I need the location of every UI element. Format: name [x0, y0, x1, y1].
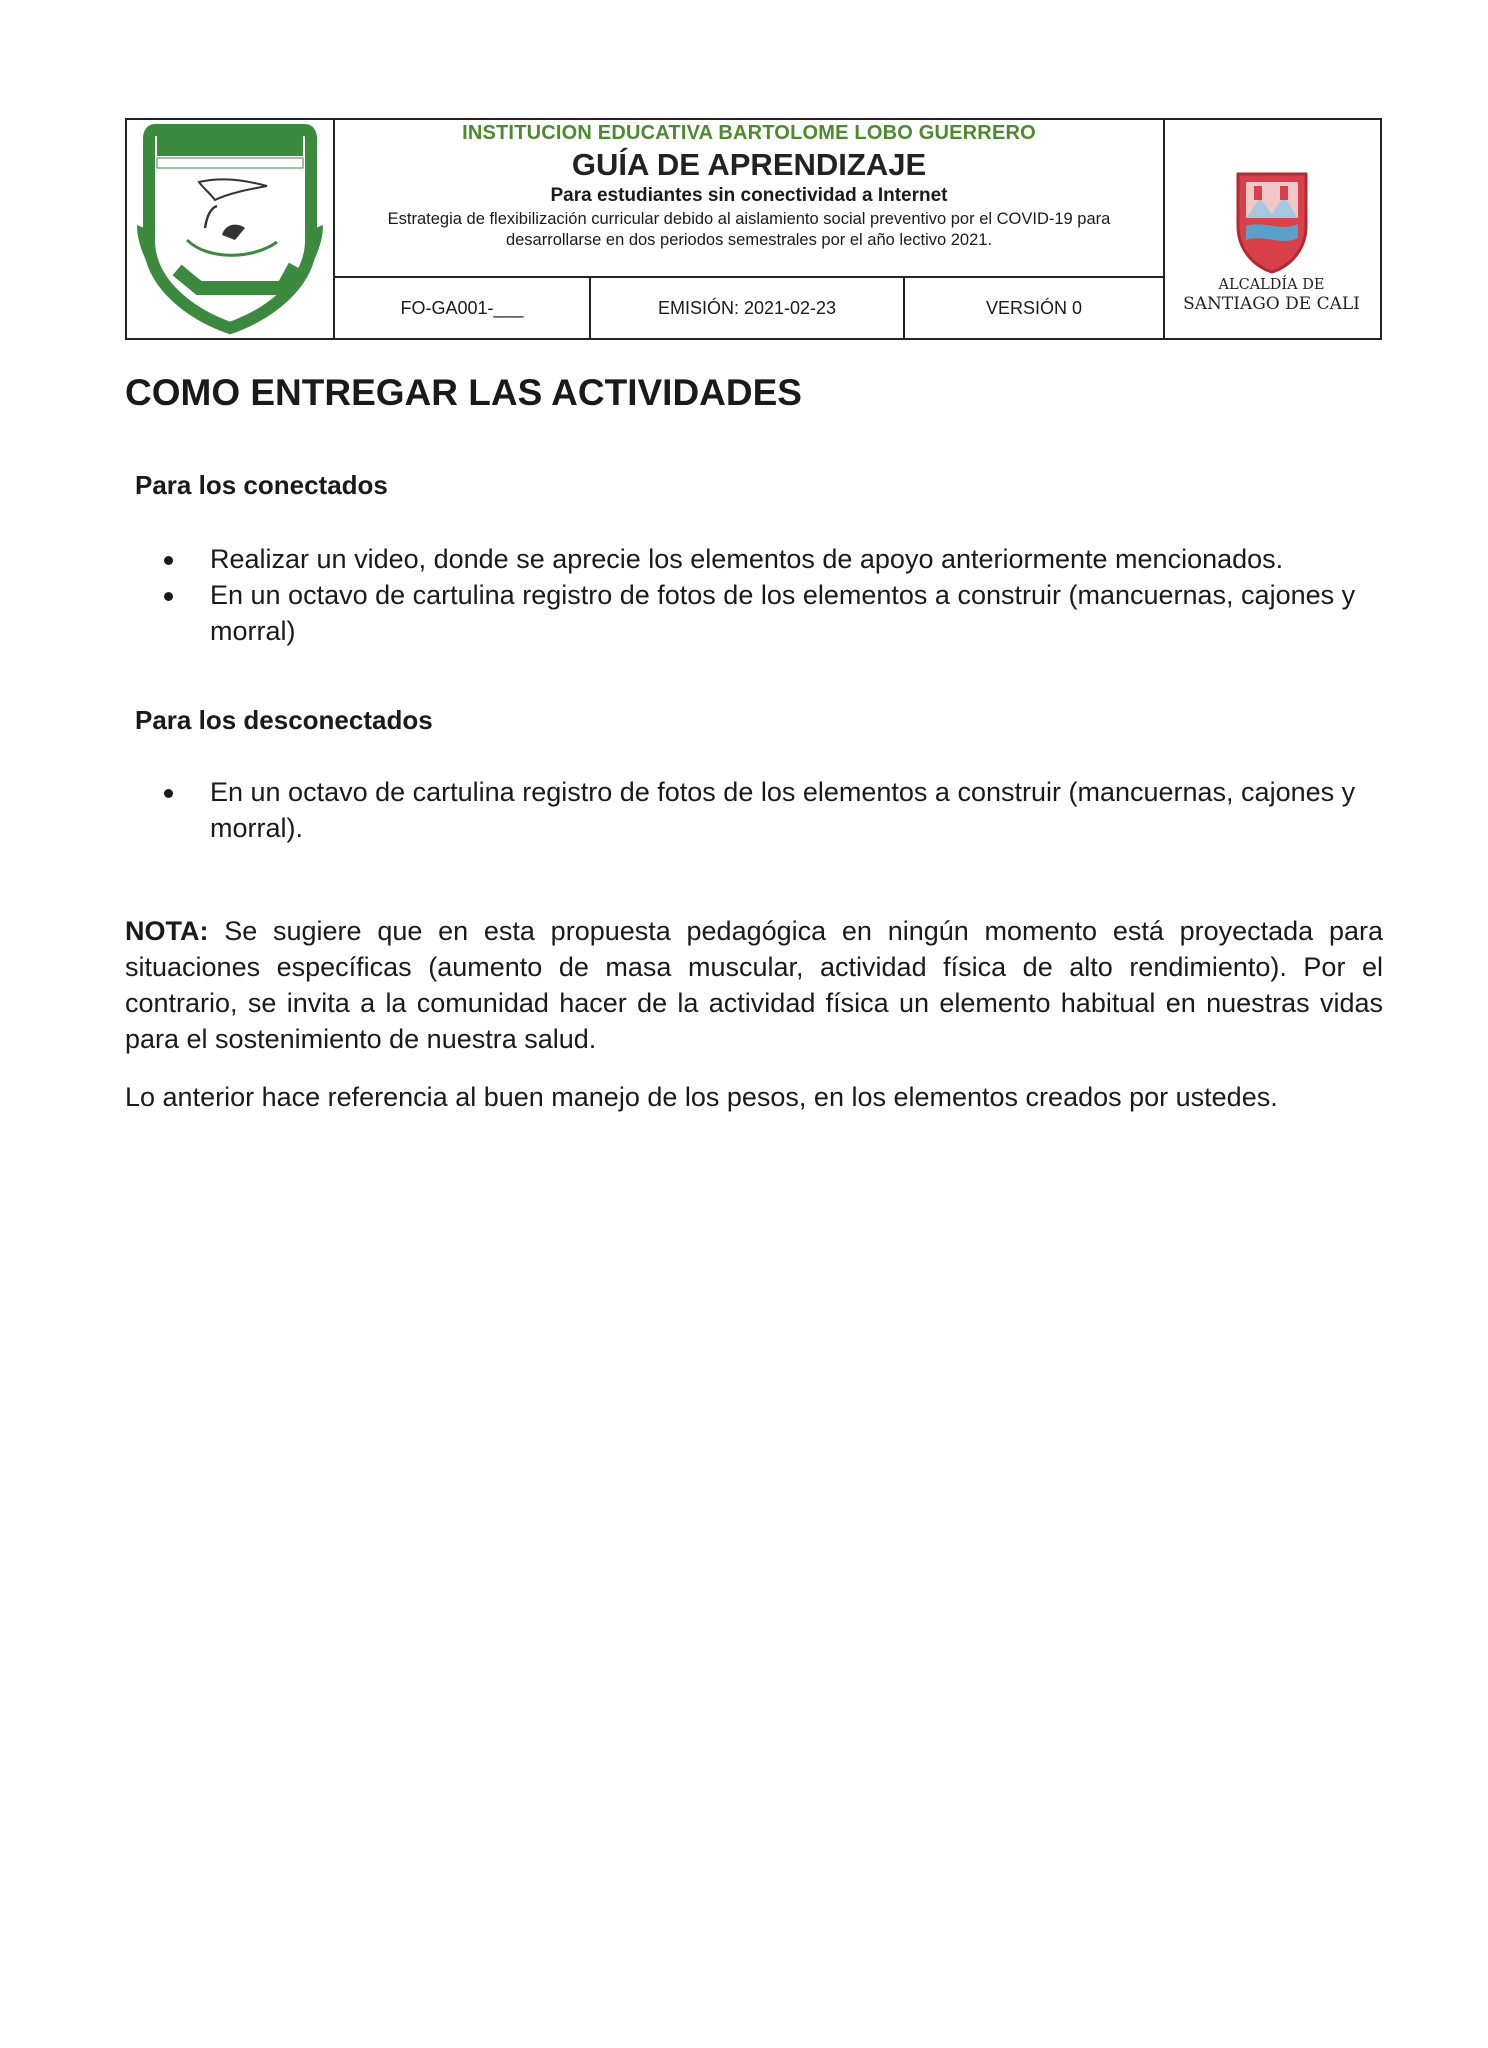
guide-title: GUÍA DE APRENDIZAJE — [571, 147, 927, 182]
disconnected-heading: Para los desconectados — [135, 705, 433, 735]
alcaldia-cell — [1163, 120, 1380, 338]
alcaldia-line1: ALCALDÍA DE — [1218, 277, 1325, 293]
bullet-icon — [164, 592, 173, 601]
alcaldia-line2: SANTIAGO DE CALI — [1183, 294, 1360, 314]
header-center — [335, 120, 1163, 338]
cali-coat-of-arms-icon — [1232, 168, 1312, 278]
section-title: COMO ENTREGAR LAS ACTIVIDADES — [125, 372, 802, 413]
note-paragraph — [125, 913, 1383, 1057]
alcaldia-label — [1165, 276, 1378, 314]
list-item-text: En un octavo de cartulina registro de fotos de los elementos a construir (mancuernas, cajones y morral) — [210, 580, 1356, 646]
document-codes — [335, 278, 1163, 338]
logo-cell — [127, 120, 335, 338]
bullet-icon — [164, 789, 173, 798]
guide-subtitle: Para estudiantes sin conectividad a Internet — [550, 185, 948, 206]
bullet-icon — [164, 556, 173, 565]
note-text: Se sugiere que en esta propuesta pedagógica en ningún momento está proyectada para situaciones específicas (aumento de masa muscular, actividad física de alto rendimiento). Por el contrario, se invita a la comunidad hacer de la actividad física un elemento habitual en nuestras vidas para el sostenimiento de nuestra salud. — [125, 916, 1383, 1054]
list-item — [160, 577, 1390, 649]
connected-heading: Para los conectados — [135, 470, 388, 500]
version: VERSIÓN 0 — [985, 297, 1083, 318]
connected-list — [160, 541, 1390, 649]
list-item — [160, 541, 1390, 577]
school-shield-logo-icon — [127, 120, 333, 336]
list-item — [160, 774, 1390, 846]
emission-date: EMISIÓN: 2021-02-23 — [591, 278, 905, 338]
list-item-text: En un octavo de cartulina registro de fotos de los elementos a construir (mancuernas, cajones y morral). — [210, 777, 1356, 843]
institution-name: INSTITUCION EDUCATIVA BARTOLOME LOBO GUERRERO — [462, 122, 1036, 144]
list-item-text: Realizar un video, donde se aprecie los elementos de apoyo anteriormente mencionados. — [210, 544, 1284, 574]
form-code: FO-GA001-___ — [335, 278, 591, 338]
closing-paragraph: Lo anterior hace referencia al buen manejo de los pesos, en los elementos creados por ustedes. — [125, 1082, 1278, 1112]
note-label: NOTA: — [125, 916, 209, 946]
guide-description: Estrategia de flexibilización curricular debido al aislamiento social preventivo por el COVID-19 para desarrollarse en dos periodos semestrales por el año lectivo 2021. — [387, 210, 1111, 249]
disconnected-list — [160, 774, 1390, 846]
document-header — [125, 118, 1382, 340]
